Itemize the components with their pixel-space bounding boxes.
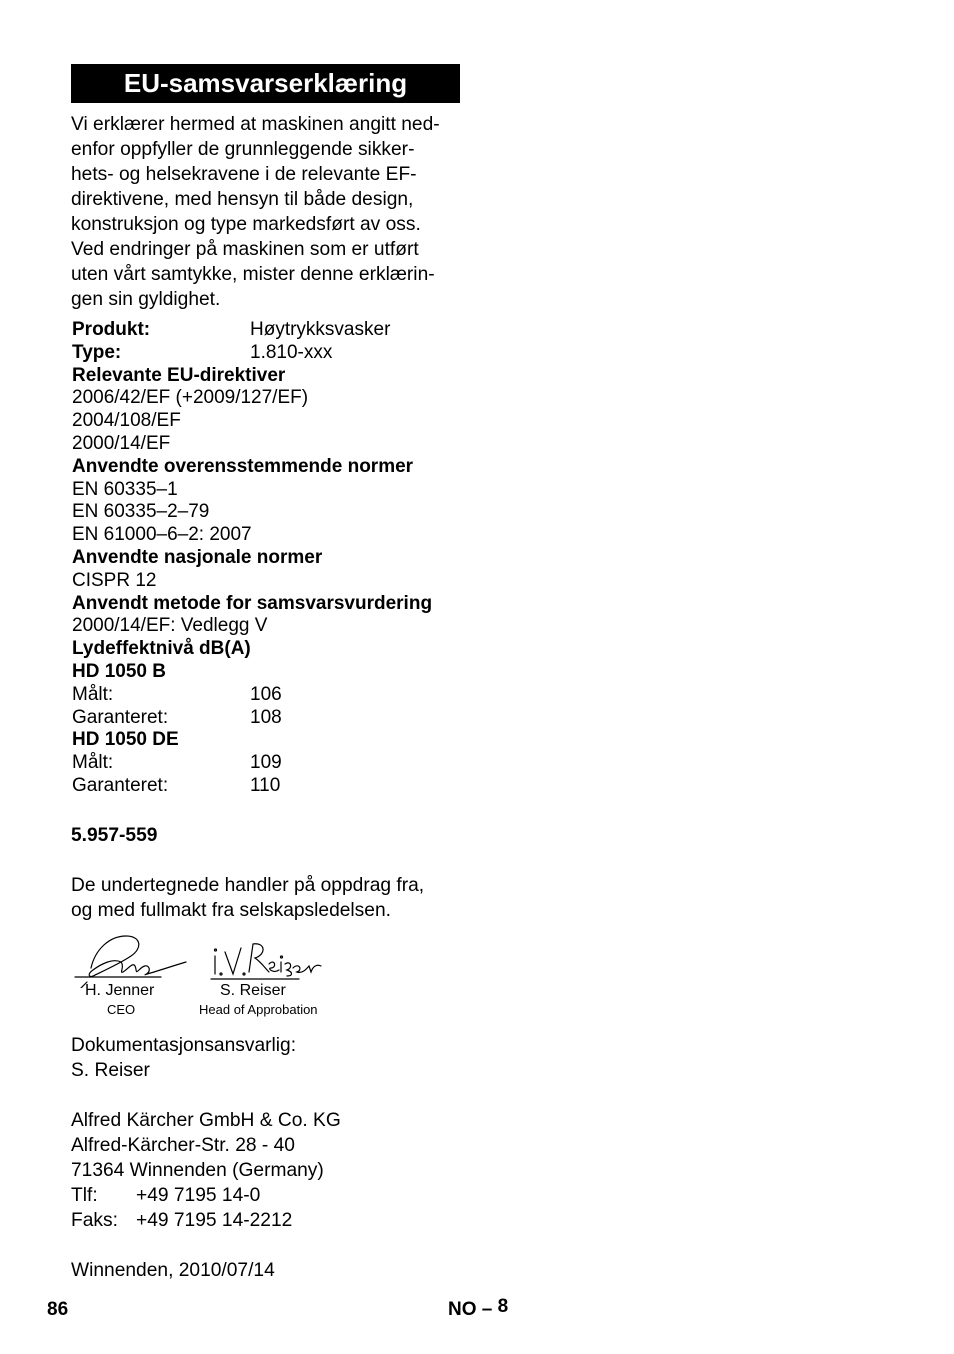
intro-line: gen sin gyldighet. — [71, 289, 221, 310]
intro-line: hets- og helsekravene i de relevante EF- — [71, 164, 417, 185]
signature-area — [71, 928, 371, 1023]
sound-heading: Lydeffektnivå dB(A) — [72, 638, 251, 660]
city-address: 71364 Winnenden (Germany) — [71, 1160, 324, 1181]
doc-responsible-name: S. Reiser — [71, 1060, 150, 1081]
model-name: HD 1050 DE — [72, 729, 179, 751]
mandate-line: De undertegnede handler på oppdrag fra, — [71, 875, 425, 896]
intro-paragraph — [71, 112, 471, 312]
footer-section-page: 8 — [497, 1296, 509, 1317]
mandate-paragraph — [71, 873, 471, 923]
company-address — [71, 1108, 471, 1233]
document-number: 5.957-559 — [71, 825, 158, 846]
intro-line: Vi erklærer hermed at maskinen angitt ned- — [71, 114, 440, 135]
guaranteed-row — [72, 775, 492, 798]
fax-number: +49 7195 14-2212 — [136, 1210, 293, 1231]
page-number: 86 — [47, 1299, 69, 1320]
product-row — [72, 319, 492, 342]
guaranteed-row — [72, 707, 492, 730]
guaranteed-label: Garanteret: — [72, 774, 169, 796]
place-date: Winnenden, 2010/07/14 — [71, 1260, 275, 1281]
harmonised-item: EN 60335–2–79 — [72, 501, 210, 523]
intro-line: enfor oppfyller de grunnleggende sikker- — [71, 139, 415, 160]
product-label: Produkt: — [72, 319, 151, 340]
directives-heading: Relevante EU-direktiver — [72, 364, 286, 386]
type-row — [72, 342, 492, 365]
footer-section-label: NO – — [448, 1299, 493, 1320]
directive-item: 2006/42/EF (+2009/127/EF) — [72, 387, 309, 409]
doc-responsible-label: Dokumentasjonsansvarlig: — [71, 1035, 297, 1056]
directive-item: 2004/108/EF — [72, 410, 181, 432]
measured-label: Målt: — [72, 683, 114, 705]
intro-line: Ved endringer på maskinen som er utført — [71, 239, 419, 260]
harmonised-item: EN 60335–1 — [72, 478, 178, 500]
company-name: Alfred Kärcher GmbH & Co. KG — [71, 1110, 341, 1131]
footer-section — [448, 1298, 508, 1322]
guaranteed-label: Garanteret: — [72, 706, 169, 728]
directive-item: 2000/14/EF — [72, 432, 171, 454]
measured-value: 106 — [250, 683, 282, 705]
doc-responsible — [71, 1033, 471, 1083]
phone-number: +49 7195 14-0 — [136, 1185, 261, 1206]
page-title: EU-samsvarserklæring — [71, 64, 460, 103]
measured-label: Målt: — [72, 752, 114, 774]
model-name: HD 1050 B — [72, 660, 166, 682]
phone-label: Tlf: — [71, 1185, 98, 1206]
mandate-line: og med fullmakt fra selskapsledelsen. — [71, 900, 391, 921]
measured-value: 109 — [250, 752, 282, 774]
specification-block — [72, 319, 492, 798]
signatory-name: H. Jenner — [85, 982, 155, 999]
measured-row — [72, 752, 492, 775]
method-item: 2000/14/EF: Vedlegg V — [72, 615, 268, 637]
signatory-name: S. Reiser — [220, 982, 286, 999]
guaranteed-value: 110 — [250, 774, 281, 796]
fax-label: Faks: — [71, 1210, 118, 1231]
measured-row — [72, 684, 492, 707]
type-label: Type: — [72, 341, 122, 363]
harmonised-heading: Anvendte overensstemmende normer — [72, 455, 414, 477]
method-heading: Anvendt metode for samsvarsvurdering — [72, 592, 433, 614]
intro-line: konstruksjon og type markedsført av oss. — [71, 214, 421, 235]
harmonised-item: EN 61000–6–2: 2007 — [72, 524, 252, 546]
phone-row — [71, 1183, 471, 1208]
jenner-signature — [75, 936, 186, 988]
product-value: Høytrykksvasker — [250, 319, 391, 340]
guaranteed-value: 108 — [250, 706, 282, 728]
signatory-title: CEO — [107, 1002, 136, 1017]
type-value: 1.810-xxx — [250, 341, 333, 363]
signatory-title: Head of Approbation — [199, 1002, 318, 1017]
intro-line: direktivene, med hensyn til både design, — [71, 189, 414, 210]
intro-line: uten vårt samtykke, mister denne erklærin- — [71, 264, 435, 285]
national-item: CISPR 12 — [72, 569, 157, 591]
signatures-image — [71, 928, 371, 988]
fax-row — [71, 1208, 471, 1233]
street-address: Alfred-Kärcher-Str. 28 - 40 — [71, 1135, 295, 1156]
reiser-signature — [211, 944, 321, 979]
national-heading: Anvendte nasjonale normer — [72, 546, 323, 568]
